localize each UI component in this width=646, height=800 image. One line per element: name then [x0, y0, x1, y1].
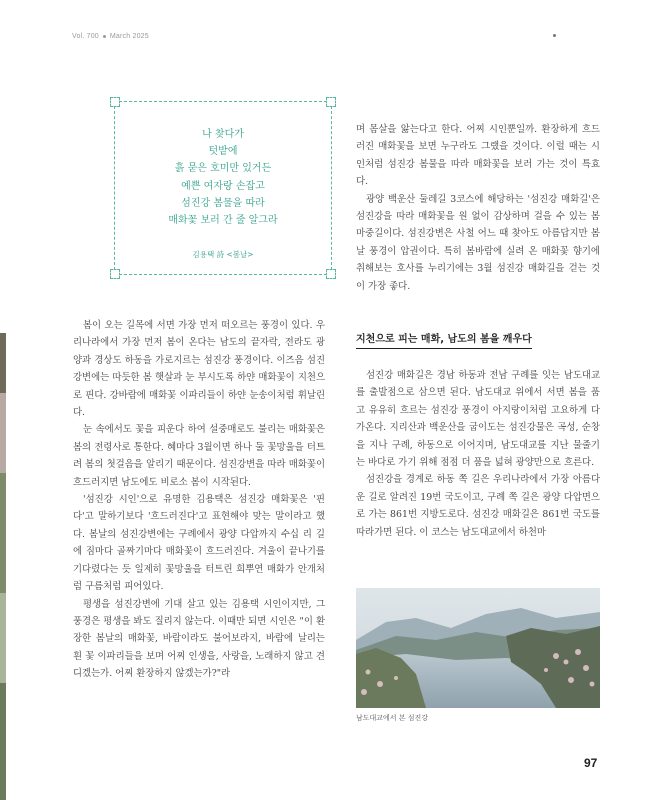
poem-line: 텃밭에 [208, 146, 238, 158]
body-paragraph: 며 몸살을 앓는다고 한다. 어찌 시인뿐일까. 환장하게 흐드러진 매화꽃을 보면 누구라도 그랬을 것이다. 이럴 때는 시인처럼 섬진강 봄물을 따라 매화꽃을 보러 가는 것이 특효다. [356, 124, 600, 188]
page-number: 97 [584, 756, 598, 770]
body-paragraph: 섬진강 매화길은 경남 하동과 전남 구례를 잇는 남도대교를 출발점으로 삼으면 된다. 남도대교 위에서 서면 봄을 품고 유유히 흐르는 섬진강 풍경이 아지랑이처럼 고요하게 다가온다. 지리산과 백운산을 굽이도는 섬진강물은 곡성, 순창을 지나 구례, 하동으로 이어지며, 남도대교를 지난 물줄기는 바다로 가기 위해 점점 더 품을 넓혀 광양만으로 흐른다. [356, 370, 600, 469]
right-column-top [356, 121, 600, 295]
body-paragraph: 평생을 섬진강변에 기대 살고 있는 김용택 시인이지만, 그 풍경은 평생을 봐도 질리지 않는다. 이때만 되면 시인은 "이 환장한 봄날의 매화꽃, 바람이라도 불어보라지, 바람에 날리는 흰 꽃 이파리들을 보며 어찌 인생을, 사랑을, 노래하지 않고 견디겠는가. 어찌 환장하지 않겠는가?"라 [73, 598, 325, 680]
poem-line: 나 찾다가 [202, 129, 244, 140]
page-header [72, 33, 149, 40]
poem-box [114, 101, 332, 275]
poem-line: 예쁜 여자랑 손잡고 [181, 180, 265, 192]
body-paragraph: 광양 백운산 둘레길 3코스에 해당하는 '섬진강 매화길'은 섬진강을 따라 매화꽃을 원 없이 감상하며 걸을 수 있는 봄마중길이다. 섬진강변은 사철 어느 때 찾아도 아름답지만 봄날 풍경이 압권이다. 특히 봄바람에 실려 온 매화꽃 향기에 취해보는 호사를 누리기에는 3월 섬진강 매화길을 걷는 것이 가장 좋다. [356, 193, 600, 292]
page-edge-photo-strip [0, 333, 6, 800]
poem-line: 매화꽃 보러 간 줄 알그라 [168, 215, 278, 227]
right-column-middle [356, 367, 600, 541]
poem-credit: 김용택 詩 <봄날> [192, 250, 254, 259]
issue-date: March 2025 [109, 33, 149, 40]
poem-lines [115, 126, 331, 229]
body-paragraph: 봄이 오는 길목에 서면 가장 먼저 떠오르는 풍경이 있다. 우리나라에서 가장 먼저 봄이 온다는 남도의 끝자락, 전라도 광양과 경상도 하동을 가로지르는 섬진강 풍경이다. 이즈음 섬진강변에는 따듯한 봄 햇살과 눈 부시도록 하얀 매화꽃이 지천으로 핀다. 강바람에 매화꽃 이파리들이 하얀 눈송이처럼 휘날린다. [73, 320, 325, 419]
separator-dot [103, 35, 106, 38]
body-paragraph: 눈 속에서도 꽃을 피운다 하여 설중매로도 불리는 매화꽃은 봄의 전령사로 통한다. 혜마다 3월이면 하나 둘 꽃망울을 터트려 봄의 첫걸음을 알리기 때문이다. 섬진강변을 따라 매화꽃이 흐드러지면 남도에도 비로소 봄이 시작된다. [73, 424, 325, 488]
poem-line: 섬진강 봄물을 따라 [181, 197, 265, 209]
body-paragraph: '섬진강 시인'으로 유명한 김용택은 섬진강 매화꽃은 '핀다'고 말하기보다 '흐드러진다'고 표현해야 맞는 말이라고 했다. 봄날의 섬진강변에는 구례에서 광양 다압까지 수십 리 길에 짐마다 골짜기마다 매화꽃이 흐드러진다. 겨울이 끝나기를 기다렸다는 듯 일제히 꽃망울을 터트린 희뿌연 매화가 안개처럼 구름처럼 피어있다. [73, 494, 325, 593]
section-heading: 지천으로 피는 매화, 남도의 봄을 깨우다 [356, 330, 532, 349]
poem-box-corner [326, 269, 336, 279]
poem-box-corner [110, 97, 120, 107]
river-landscape-image [356, 588, 600, 708]
volume-label: Vol. 700 [72, 33, 99, 40]
poem-line: 흙 묻은 호미만 있거든 [174, 163, 272, 175]
photo-caption: 남도대교에서 본 섬진강 [356, 714, 429, 722]
poem-box-corner [110, 269, 120, 279]
river-photo [356, 588, 600, 708]
poem-box-corner [326, 97, 336, 107]
header-mark [553, 34, 556, 37]
body-paragraph: 섬진강을 경계로 하동 쪽 길은 우리나라에서 가장 아름다운 길로 알려진 19번 국도이고, 구례 쪽 길은 광양 다압면으로 가는 861번 지방도로다. 섬진강 매화길은 861번 국도를 따라가면 된다. 이 코스는 남도대교에서 하천마 [356, 474, 600, 538]
left-column [73, 317, 325, 683]
